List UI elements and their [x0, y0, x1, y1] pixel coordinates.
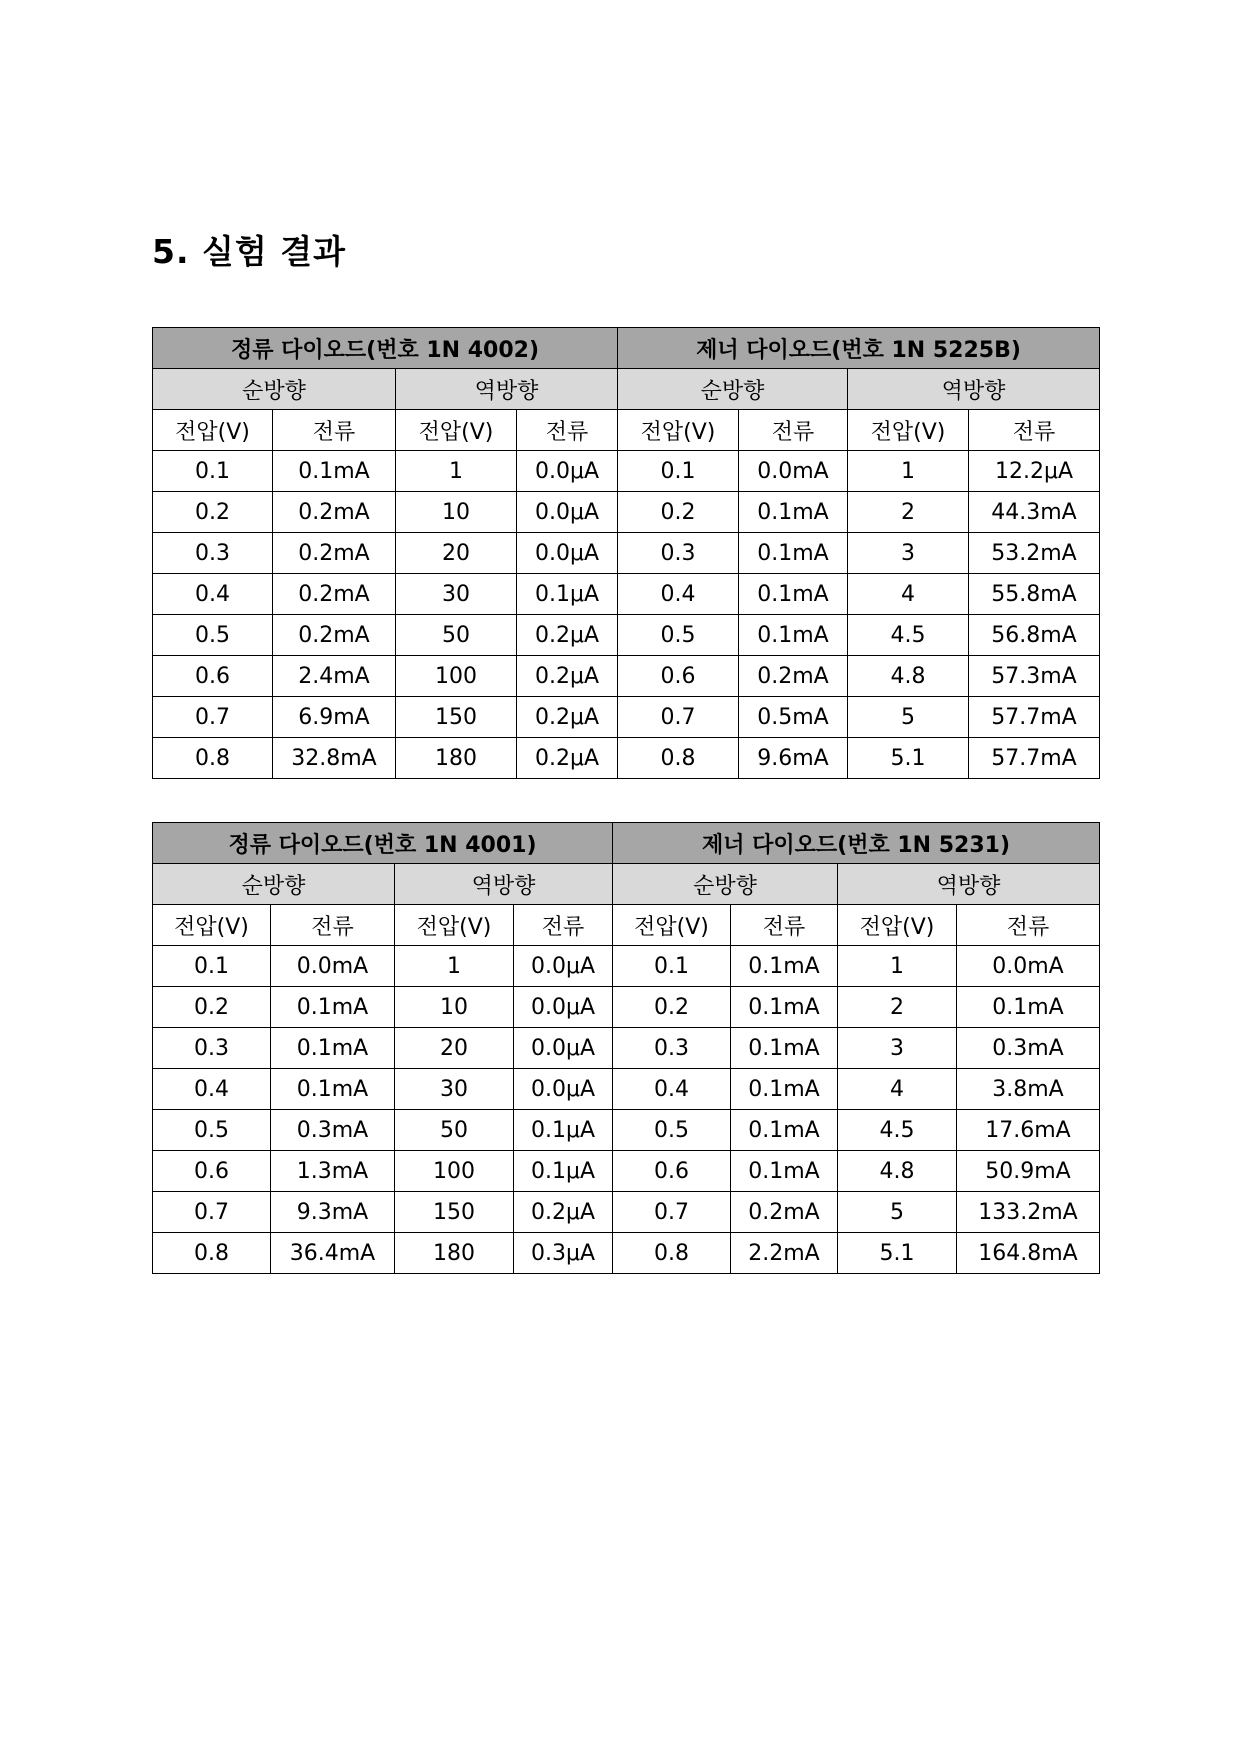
voltage-cell: 0.5 [153, 1110, 271, 1151]
column-header-row [153, 905, 1100, 946]
voltage-cell: 0.4 [613, 1069, 731, 1110]
current-cell: 0.2μA [514, 1192, 613, 1233]
zener-diode-title: 제너 다이오드(번호 1N 5231) [613, 823, 1100, 864]
rectifier-reverse-header: 역방향 [396, 369, 618, 410]
voltage-cell: 1 [396, 451, 517, 492]
voltage-cell: 0.3 [153, 1028, 271, 1069]
voltage-header: 전압(V) [618, 410, 739, 451]
current-cell: 50.9mA [957, 1151, 1100, 1192]
rectifier-forward-header: 순방향 [153, 864, 395, 905]
current-header: 전류 [957, 905, 1100, 946]
current-cell: 0.1mA [271, 987, 395, 1028]
current-cell: 53.2mA [969, 533, 1100, 574]
current-cell: 0.3mA [271, 1110, 395, 1151]
current-cell: 0.1mA [731, 946, 838, 987]
voltage-cell: 4.8 [838, 1151, 957, 1192]
voltage-cell: 0.4 [153, 574, 273, 615]
table-row [153, 615, 1100, 656]
voltage-cell: 0.6 [618, 656, 739, 697]
voltage-cell: 150 [395, 1192, 514, 1233]
current-cell: 6.9mA [273, 697, 396, 738]
voltage-cell: 5 [848, 697, 969, 738]
table-row [153, 1028, 1100, 1069]
current-cell: 0.1mA [731, 1069, 838, 1110]
current-cell: 0.0mA [957, 946, 1100, 987]
voltage-header: 전압(V) [838, 905, 957, 946]
voltage-cell: 0.2 [613, 987, 731, 1028]
current-header: 전류 [514, 905, 613, 946]
voltage-cell: 0.3 [153, 533, 273, 574]
current-cell: 0.1mA [731, 1028, 838, 1069]
voltage-header: 전압(V) [395, 905, 514, 946]
current-cell: 9.6mA [739, 738, 848, 779]
current-cell: 0.2mA [273, 574, 396, 615]
current-cell: 55.8mA [969, 574, 1100, 615]
voltage-cell: 0.7 [153, 697, 273, 738]
table-row [153, 1233, 1100, 1274]
current-cell: 0.1μA [517, 574, 618, 615]
voltage-cell: 4.5 [848, 615, 969, 656]
current-cell: 0.2μA [517, 697, 618, 738]
current-cell: 0.2μA [517, 615, 618, 656]
current-cell: 36.4mA [271, 1233, 395, 1274]
current-cell: 0.0μA [514, 1028, 613, 1069]
voltage-cell: 0.7 [153, 1192, 271, 1233]
voltage-cell: 3 [838, 1028, 957, 1069]
direction-row [153, 369, 1100, 410]
voltage-cell: 0.1 [153, 451, 273, 492]
voltage-cell: 0.8 [618, 738, 739, 779]
current-cell: 57.7mA [969, 738, 1100, 779]
current-cell: 32.8mA [273, 738, 396, 779]
table-row [153, 1151, 1100, 1192]
voltage-cell: 4.8 [848, 656, 969, 697]
voltage-cell: 0.8 [153, 1233, 271, 1274]
current-cell: 44.3mA [969, 492, 1100, 533]
current-cell: 0.1mA [271, 1069, 395, 1110]
current-header: 전류 [731, 905, 838, 946]
voltage-cell: 150 [396, 697, 517, 738]
current-cell: 0.2mA [273, 492, 396, 533]
voltage-cell: 0.2 [618, 492, 739, 533]
voltage-cell: 0.2 [153, 492, 273, 533]
voltage-cell: 30 [396, 574, 517, 615]
zener-reverse-header: 역방향 [838, 864, 1100, 905]
current-cell: 56.8mA [969, 615, 1100, 656]
voltage-cell: 0.7 [613, 1192, 731, 1233]
current-cell: 0.0μA [514, 1069, 613, 1110]
voltage-header: 전압(V) [153, 410, 273, 451]
current-cell: 0.1mA [739, 533, 848, 574]
zener-forward-header: 순방향 [613, 864, 838, 905]
section-title: 5. 실험 결과 [152, 232, 346, 271]
table-title-row [153, 823, 1100, 864]
voltage-cell: 1 [395, 946, 514, 987]
table-title-row [153, 328, 1100, 369]
current-cell: 0.0μA [517, 533, 618, 574]
voltage-cell: 100 [396, 656, 517, 697]
zener-diode-title: 제너 다이오드(번호 1N 5225B) [618, 328, 1100, 369]
current-cell: 0.0μA [514, 987, 613, 1028]
table-row [153, 946, 1100, 987]
voltage-cell: 180 [396, 738, 517, 779]
voltage-cell: 10 [396, 492, 517, 533]
voltage-cell: 50 [395, 1110, 514, 1151]
voltage-cell: 5 [838, 1192, 957, 1233]
zener-reverse-header: 역방향 [848, 369, 1100, 410]
voltage-cell: 3 [848, 533, 969, 574]
current-cell: 1.3mA [271, 1151, 395, 1192]
voltage-cell: 0.3 [618, 533, 739, 574]
voltage-cell: 0.4 [618, 574, 739, 615]
table-row [153, 656, 1100, 697]
voltage-cell: 5.1 [838, 1233, 957, 1274]
results-table-2 [152, 822, 1100, 1274]
voltage-cell: 0.5 [153, 615, 273, 656]
voltage-header: 전압(V) [153, 905, 271, 946]
current-cell: 0.0μA [517, 492, 618, 533]
table-row [153, 574, 1100, 615]
current-header: 전류 [969, 410, 1100, 451]
current-cell: 164.8mA [957, 1233, 1100, 1274]
zener-forward-header: 순방향 [618, 369, 848, 410]
current-cell: 0.2μA [517, 656, 618, 697]
results-table-1 [152, 327, 1100, 779]
voltage-header: 전압(V) [848, 410, 969, 451]
current-cell: 57.7mA [969, 697, 1100, 738]
current-cell: 12.2μA [969, 451, 1100, 492]
current-cell: 2.4mA [273, 656, 396, 697]
voltage-cell: 0.8 [153, 738, 273, 779]
current-cell: 0.0mA [271, 946, 395, 987]
voltage-cell: 1 [848, 451, 969, 492]
rectifier-diode-title: 정류 다이오드(번호 1N 4001) [153, 823, 613, 864]
voltage-cell: 0.6 [153, 656, 273, 697]
current-header: 전류 [517, 410, 618, 451]
voltage-header: 전압(V) [613, 905, 731, 946]
voltage-cell: 2 [848, 492, 969, 533]
voltage-cell: 0.1 [613, 946, 731, 987]
voltage-cell: 0.4 [153, 1069, 271, 1110]
voltage-cell: 20 [396, 533, 517, 574]
current-cell: 57.3mA [969, 656, 1100, 697]
rectifier-diode-title: 정류 다이오드(번호 1N 4002) [153, 328, 618, 369]
table-row [153, 1192, 1100, 1233]
voltage-cell: 0.5 [618, 615, 739, 656]
current-cell: 9.3mA [271, 1192, 395, 1233]
voltage-cell: 50 [396, 615, 517, 656]
current-cell: 0.2mA [739, 656, 848, 697]
column-header-row [153, 410, 1100, 451]
voltage-cell: 0.8 [613, 1233, 731, 1274]
voltage-cell: 5.1 [848, 738, 969, 779]
voltage-cell: 0.7 [618, 697, 739, 738]
voltage-cell: 20 [395, 1028, 514, 1069]
current-cell: 0.1mA [957, 987, 1100, 1028]
table-row [153, 697, 1100, 738]
direction-row [153, 864, 1100, 905]
current-cell: 0.1mA [273, 451, 396, 492]
current-cell: 0.0μA [514, 946, 613, 987]
current-cell: 0.2mA [273, 533, 396, 574]
voltage-cell: 1 [838, 946, 957, 987]
current-cell: 133.2mA [957, 1192, 1100, 1233]
voltage-cell: 0.1 [618, 451, 739, 492]
voltage-cell: 4 [848, 574, 969, 615]
current-cell: 0.0mA [739, 451, 848, 492]
voltage-cell: 0.6 [153, 1151, 271, 1192]
voltage-cell: 0.2 [153, 987, 271, 1028]
current-cell: 0.1mA [271, 1028, 395, 1069]
current-cell: 0.1μA [514, 1110, 613, 1151]
voltage-cell: 180 [395, 1233, 514, 1274]
voltage-cell: 10 [395, 987, 514, 1028]
voltage-cell: 4 [838, 1069, 957, 1110]
voltage-cell: 0.3 [613, 1028, 731, 1069]
current-header: 전류 [739, 410, 848, 451]
voltage-cell: 30 [395, 1069, 514, 1110]
rectifier-forward-header: 순방향 [153, 369, 396, 410]
current-cell: 0.1mA [739, 574, 848, 615]
current-cell: 0.1μA [514, 1151, 613, 1192]
table-row [153, 987, 1100, 1028]
table-row [153, 492, 1100, 533]
table-row [153, 533, 1100, 574]
table-row [153, 1069, 1100, 1110]
current-cell: 3.8mA [957, 1069, 1100, 1110]
current-cell: 0.1mA [739, 615, 848, 656]
current-cell: 0.2μA [517, 738, 618, 779]
current-cell: 0.3μA [514, 1233, 613, 1274]
voltage-cell: 0.5 [613, 1110, 731, 1151]
current-cell: 2.2mA [731, 1233, 838, 1274]
current-cell: 0.2mA [731, 1192, 838, 1233]
voltage-cell: 0.6 [613, 1151, 731, 1192]
voltage-cell: 2 [838, 987, 957, 1028]
current-cell: 0.1mA [731, 987, 838, 1028]
voltage-header: 전압(V) [396, 410, 517, 451]
rectifier-reverse-header: 역방향 [395, 864, 613, 905]
voltage-cell: 0.1 [153, 946, 271, 987]
current-cell: 0.0μA [517, 451, 618, 492]
table-row [153, 451, 1100, 492]
current-cell: 0.1mA [739, 492, 848, 533]
current-cell: 0.1mA [731, 1110, 838, 1151]
current-cell: 17.6mA [957, 1110, 1100, 1151]
voltage-cell: 100 [395, 1151, 514, 1192]
current-cell: 0.1mA [731, 1151, 838, 1192]
current-cell: 0.3mA [957, 1028, 1100, 1069]
current-header: 전류 [271, 905, 395, 946]
table-row [153, 1110, 1100, 1151]
table-row [153, 738, 1100, 779]
current-cell: 0.2mA [273, 615, 396, 656]
current-cell: 0.5mA [739, 697, 848, 738]
current-header: 전류 [273, 410, 396, 451]
voltage-cell: 4.5 [838, 1110, 957, 1151]
